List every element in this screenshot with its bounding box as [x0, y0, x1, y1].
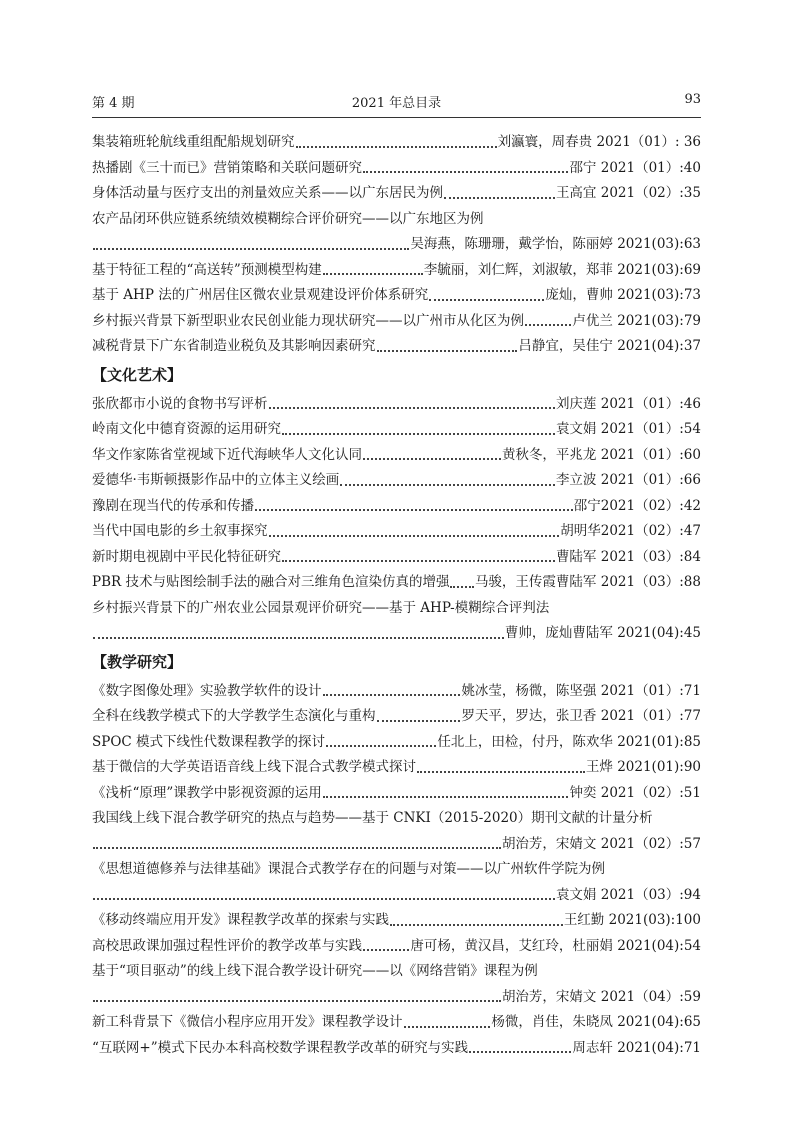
entry-authors: 杨微，肖佳，朱晓凤 2021(04):65 [491, 1014, 701, 1031]
toc-entry [92, 489, 701, 515]
entry-authors: 刘庆莲 2021（01）:46 [555, 395, 701, 412]
dot-leader [282, 560, 555, 562]
entry-title: 新时期电视剧中平民化特征研究 [92, 548, 281, 565]
header-rule [92, 117, 701, 118]
entry-authors: 李立波 2021（01）:66 [555, 472, 701, 489]
toc-entry [92, 1031, 701, 1057]
entry-title: 基于微信的大学英语语音线上线下混合式教学模式探讨 [92, 759, 416, 776]
entry-title: 全科在线教学模式下的大学教学生态演化与重构 [92, 708, 376, 725]
dot-leader [340, 484, 555, 486]
toc-entry-title-line [92, 801, 701, 827]
toc-entry [92, 176, 701, 202]
dot-leader [255, 509, 573, 511]
entry-authors: 王红勤 2021(03):100 [563, 912, 701, 929]
dot-leader [93, 637, 504, 639]
entry-title: 《思想道德修养与法律基础》课混合式教学存在的问题与对策——以广州软件学院为例 [92, 861, 605, 878]
entry-title: 岭南文化中德育资源的运用研究 [92, 421, 281, 438]
dot-leader [93, 847, 501, 849]
entry-authors: 唐可杨，黄汉昌，艾红玲，杜丽娟 2021(04):54 [410, 937, 701, 954]
dot-leader [469, 1051, 571, 1053]
toc-entry [92, 725, 701, 751]
entry-authors: 邵宁 2021（01）:40 [569, 159, 701, 176]
header-title: 2021 年总目录 [351, 96, 442, 111]
entry-authors: 胡治芳，宋婧文 2021（04）:59 [501, 988, 701, 1005]
toc-entry [92, 750, 701, 776]
dot-leader [404, 1026, 491, 1028]
dot-leader [323, 694, 461, 696]
toc-entry [92, 329, 701, 355]
toc-entry [92, 387, 701, 413]
entry-authors: 胡治芳，宋婧文 2021（02）:57 [501, 835, 701, 852]
dot-leader [269, 407, 555, 409]
entry-title: 张欣都市小说的食物书写评析 [92, 395, 268, 412]
entry-title: 《浅析“原理”课教学中影视资源的运用 [92, 784, 322, 801]
toc-entry [92, 125, 701, 151]
section-heading: 【文化艺术】 [92, 365, 183, 384]
toc-entry [92, 929, 701, 955]
entry-title: 《数字图像处理》实验教学软件的设计 [92, 682, 322, 699]
entry-authors: 马骏，王传霞曹陆军 2021（03）:88 [474, 574, 701, 591]
entry-title: 乡村振兴背景下新型职业农民创业能力现状研究——以广州市从化区为例 [92, 312, 524, 329]
dot-leader [296, 146, 497, 148]
dot-leader [282, 433, 555, 435]
dot-leader [377, 350, 518, 352]
entry-authors: 吴海燕，陈珊珊，戴学怡，陈丽婷 2021(03):63 [410, 236, 701, 253]
entry-title: 基于“项目驱动”的线上线下混合教学设计研究——以《网络营销》课程为例 [92, 963, 538, 980]
entry-authors: 钟奕 2021（02）:51 [569, 784, 701, 801]
toc-entry-title-line [92, 591, 701, 617]
entry-authors: 王高宜 2021（02）:35 [555, 185, 701, 202]
issue-label: 第 4 期 [92, 96, 135, 111]
entry-title: 热播剧《三十而已》营销策略和关联问题研究 [92, 159, 362, 176]
toc-entry [92, 253, 701, 279]
toc-entry [92, 1005, 701, 1031]
entry-title: 当代中国电影的乡土叙事探究 [92, 523, 268, 540]
toc-entry [92, 980, 701, 1006]
entry-title: 《移动终端应用开发》课程教学改革的探索与实践 [92, 912, 389, 929]
toc-entry-title-line [92, 202, 701, 228]
entry-title: 农产品闭环供应链系统绩效模糊综合评价研究——以广东地区为例 [92, 210, 484, 227]
dot-leader [429, 299, 544, 301]
dot-leader [444, 197, 555, 199]
toc-entry [92, 278, 701, 304]
entry-title: 基于 AHP 法的广州居住区微农业景观建设评价体系研究 [92, 287, 429, 304]
dot-leader [417, 771, 585, 773]
entry-title: 新工科背景下《微信小程序应用开发》课程教学设计 [92, 1014, 403, 1031]
toc-entry-title-line [92, 852, 701, 878]
entry-title: 减税背景下广东省制造业税负及其影响因素研究 [92, 338, 376, 355]
entry-authors: 吕静宜，吴佳宁 2021(04):37 [518, 338, 701, 355]
entry-authors: 罗天平，罗达，张卫香 2021（01）:77 [461, 708, 701, 725]
entry-title: 华文作家陈省堂视域下近代海峡华人文化认同 [92, 446, 362, 463]
toc-entry [92, 903, 701, 929]
entry-title: 乡村振兴背景下的广州农业公园景观评价研究——基于 AHP-模糊综合评判法 [92, 599, 550, 616]
dot-leader [93, 248, 409, 250]
entry-authors: 曹帅，庞灿曹陆军 2021(04):45 [504, 625, 701, 642]
entry-title: 爱德华·韦斯顿摄影作品中的立体主义绘画 [92, 472, 340, 489]
entry-authors: 袁文娟 2021（03）:94 [555, 886, 701, 903]
dot-leader [377, 720, 461, 722]
entry-authors: 邵宁2021（02）:42 [573, 497, 701, 514]
entry-authors: 袁文娟 2021（01）:54 [555, 421, 701, 438]
toc-entry [92, 227, 701, 253]
toc-entry [92, 438, 701, 464]
entry-title: PBR 技术与贴图绘制手法的融合对三维角色渲染仿真的增强 [92, 574, 450, 591]
running-header [92, 92, 701, 114]
toc-entry [92, 827, 701, 853]
toc-entry [92, 304, 701, 330]
toc-entry [92, 878, 701, 904]
dot-leader [323, 273, 423, 275]
entry-title: “互联网+”模式下民办本科高校数学课程教学改革的研究与实践 [92, 1039, 469, 1056]
toc-entry [92, 540, 701, 566]
entry-authors: 黄秋冬，平兆龙 2021（01）:60 [501, 446, 701, 463]
dot-leader [326, 745, 436, 747]
dot-leader [93, 898, 555, 900]
toc-entry [92, 565, 701, 591]
toc-entry [92, 699, 701, 725]
section-heading: 【教学研究】 [92, 652, 183, 671]
entry-authors: 庞灿，曹帅 2021(03):73 [545, 287, 701, 304]
entry-title: 身体活动量与医疗支出的剂量效应关系——以广东居民为例 [92, 185, 443, 202]
dot-leader [525, 324, 571, 326]
entry-title: 高校思政课加强过程性评价的教学改革与实践 [92, 937, 362, 954]
toc-entry-title-line [92, 954, 701, 980]
toc-entry [92, 463, 701, 489]
entry-authors: 姚冰莹，杨微，陈坚强 2021（01）:71 [461, 682, 701, 699]
entry-title: 豫剧在现当代的传承和传播 [92, 497, 254, 514]
dot-leader [363, 949, 409, 951]
dot-leader [363, 458, 501, 460]
toc-entry [92, 151, 701, 177]
toc-entry [92, 674, 701, 700]
entry-title: 我国线上线下混合教学研究的热点与趋势——基于 CNKI（2015-2020）期刊文献的计量分析 [92, 810, 653, 827]
dot-leader [269, 535, 560, 537]
entry-title: SPOC 模式下线性代数课程教学的探讨 [92, 733, 326, 750]
dot-leader [93, 1000, 501, 1002]
table-of-contents [92, 125, 701, 1056]
entry-authors: 刘瀛寰，周春贵 2021（01）: 36 [497, 134, 701, 151]
entry-authors: 李毓丽，刘仁辉，刘淑敏，郑菲 2021(03):69 [423, 261, 701, 278]
entry-authors: 曹陆军 2021（03）:84 [555, 548, 701, 565]
toc-entry [92, 412, 701, 438]
dot-leader [450, 586, 473, 588]
toc-entry [92, 616, 701, 642]
dot-leader [363, 171, 568, 173]
toc-entry [92, 776, 701, 802]
entry-authors: 王烨 2021(01):90 [585, 759, 701, 776]
entry-authors: 周志轩 2021(04):71 [572, 1039, 701, 1056]
dot-leader [390, 924, 563, 926]
entry-authors: 任北上，田检，付丹，陈欢华 2021(01):85 [437, 733, 701, 750]
entry-title: 基于特征工程的“高送转”预测模型构建 [92, 261, 322, 278]
entry-authors: 胡明华2021（02）:47 [560, 523, 701, 540]
entry-title: 集装箱班轮航线重组配船规划研究 [92, 134, 295, 151]
entry-authors: 卢优兰 2021(03):79 [572, 312, 701, 329]
dot-leader [323, 796, 569, 798]
page-number: 93 [684, 92, 701, 107]
toc-entry [92, 514, 701, 540]
